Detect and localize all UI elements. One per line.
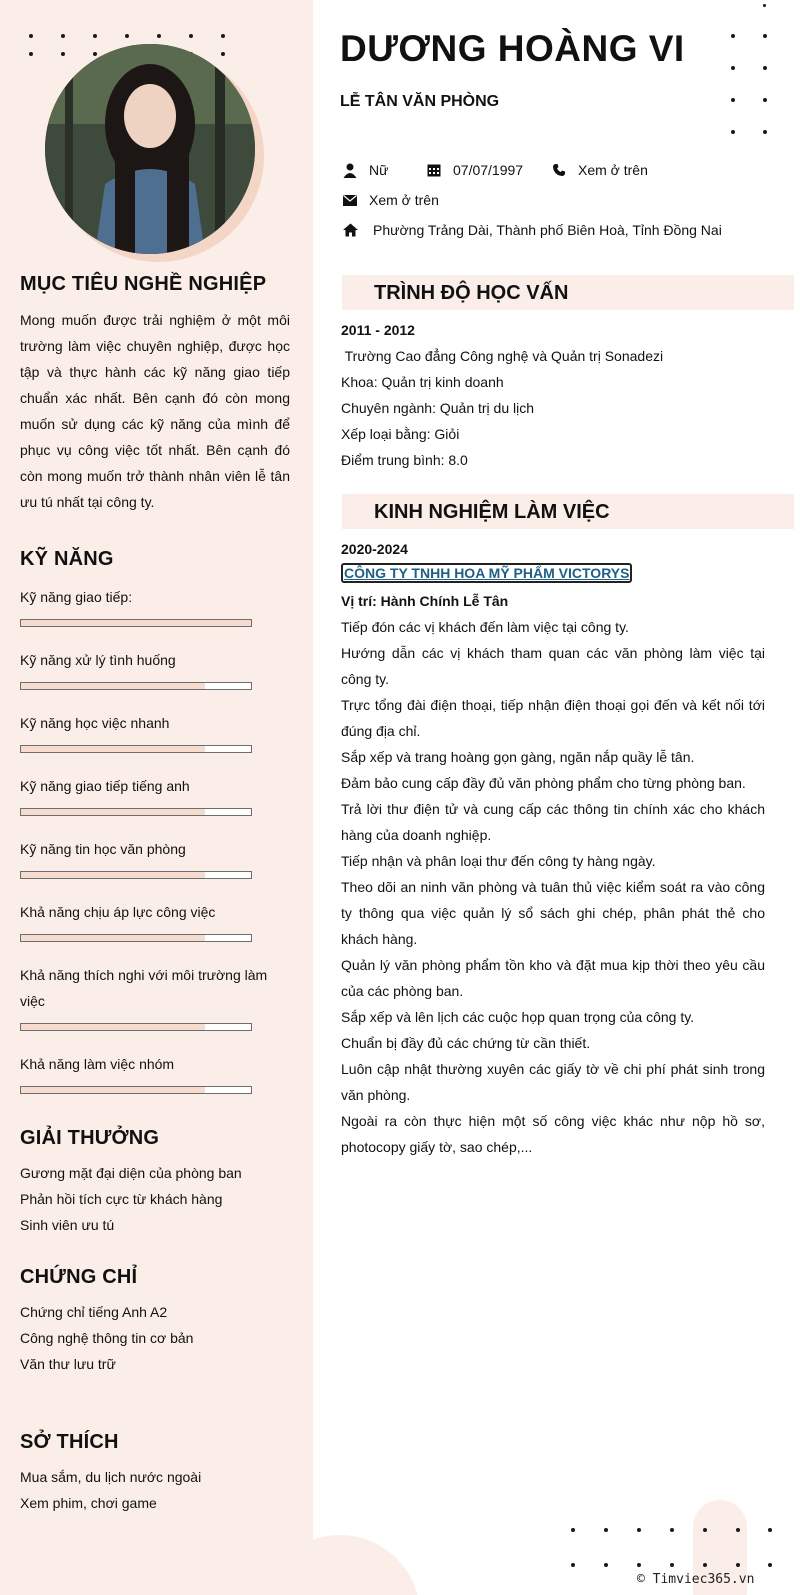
duty-item: Hướng dẫn các vị khách tham quan các văn phòng làm việc tại công ty. [341, 645, 765, 687]
skill-bar-fill [21, 746, 205, 752]
skill-bar-fill [21, 1087, 205, 1093]
skill-bar-fill [21, 620, 251, 626]
duty-item: Tiếp nhận và phân loại thư đến công ty hàng ngày. [341, 853, 656, 869]
skill-bar [20, 745, 252, 753]
certificate-item: Chứng chỉ tiếng Anh A2 [20, 1304, 168, 1320]
duty-item: Đảm bảo cung cấp đầy đủ văn phòng phẩm cho từng phòng ban. [341, 775, 746, 791]
phone-value: Xem ở trên [578, 162, 648, 178]
phone-icon [549, 160, 569, 180]
skill-label: Khả năng chịu áp lực công việc [20, 904, 216, 920]
skill-bar-fill [21, 935, 205, 941]
skill-label: Kỹ năng xử lý tình huống [20, 652, 176, 668]
duty-item: Theo dõi an ninh văn phòng và tuân thủ việc kiểm soát ra vào công ty thông qua việc quản lý sổ sách ghi chép, phân phát thẻ cho khách hàng. [341, 879, 765, 947]
objective-text: Mong muốn được trải nghiệm ở một môi trường làm việc chuyên nghiệp, được học tập và thực hành các kỹ năng giao tiếp chuẩn xác nhất. Bên cạnh đó còn mong muốn sử dụng các kỹ năng của mình để phục vụ công việc tốt nhất. Bên cạnh đó còn mong muốn trở thành nhân viên lễ tân ưu tú nhất tại công ty. [20, 312, 290, 510]
award-item: Phản hồi tích cực từ khách hàng [20, 1191, 223, 1207]
skill-bar [20, 871, 252, 879]
duty-item: Luôn cập nhật thường xuyên các giấy tờ về chi phí phát sinh trong văn phòng. [341, 1061, 765, 1103]
birthday-info [424, 160, 523, 180]
education-faculty: Khoa: Quản trị kinh doanh [341, 374, 504, 390]
skill-bar-fill [21, 872, 205, 878]
experience-title: KINH NGHIỆM LÀM VIỆC [374, 501, 610, 523]
certificates-title: CHỨNG CHỈ [20, 1266, 138, 1288]
skills-title: KỸ NĂNG [20, 548, 114, 570]
education-degree: Xếp loại bằng: Giỏi [341, 426, 460, 442]
address-value: Phường Trảng Dài, Thành phố Biên Hoà, Tỉnh Đồng Nai [373, 222, 722, 238]
education-school: Trường Cao đẳng Công nghệ và Quản trị Sonadezi [341, 348, 664, 364]
hobby-item: Xem phim, chơi game [20, 1495, 157, 1511]
skill-bar [20, 619, 252, 627]
skill-bar [20, 934, 252, 942]
skill-bar-fill [21, 809, 205, 815]
duty-item: Trả lời thư điện tử và cung cấp các thông tin chính xác cho khách hàng của doanh nghiệp. [341, 801, 765, 843]
certificate-item: Công nghệ thông tin cơ bản [20, 1330, 194, 1346]
hobby-item: Mua sắm, du lịch nước ngoài [20, 1469, 202, 1485]
avatar-photo [45, 44, 255, 254]
duty-item: Ngoài ra còn thực hiện một số công việc khác như nộp hồ sơ, photocopy giấy tờ, sao chép,... [341, 1113, 765, 1155]
skill-bar [20, 1023, 252, 1031]
award-item: Gương mặt đại diện của phòng ban [20, 1165, 242, 1181]
skill-label: Kỹ năng học việc nhanh [20, 715, 170, 731]
duty-item: Tiếp đón các vị khách đến làm việc tại công ty. [341, 619, 629, 635]
experience-position: Vị trí: Hành Chính Lễ Tân [341, 593, 509, 609]
calendar-icon [424, 160, 444, 180]
job-title: LỄ TÂN VĂN PHÒNG [340, 93, 500, 110]
duty-item: Quản lý văn phòng phẩm tồn kho và đặt mua kịp thời theo yêu cầu của các phòng ban. [341, 957, 765, 999]
birthday-value: 07/07/1997 [453, 162, 524, 178]
footer-copyright: © Timviec365.vn [637, 1572, 755, 1587]
candidate-name: DƯƠNG HOÀNG VI [340, 28, 685, 69]
duty-item: Sắp xếp và trang hoàng gọn gàng, ngăn nắp quầy lễ tân. [341, 749, 695, 765]
hobbies-title: SỞ THÍCH [20, 1431, 119, 1453]
skill-bar-fill [21, 683, 205, 689]
home-icon [340, 220, 360, 240]
skill-label: Kỹ năng tin học văn phòng [20, 841, 186, 857]
email-value: Xem ở trên [369, 192, 439, 208]
user-icon [340, 160, 360, 180]
phone-info [549, 160, 648, 180]
skill-bar-fill [21, 1024, 205, 1030]
awards-title: GIẢI THƯỞNG [20, 1127, 160, 1149]
duty-item: Trực tổng đài điện thoại, tiếp nhận điện thoại gọi đến và kết nối tới đúng địa chỉ. [341, 697, 765, 739]
education-major: Chuyên ngành: Quản trị du lịch [341, 400, 535, 416]
objective-title: MỤC TIÊU NGHỀ NGHIỆP [20, 273, 267, 295]
skill-label: Kỹ năng giao tiếp: [20, 589, 133, 605]
address-info [340, 220, 722, 240]
gender-info [340, 160, 388, 180]
award-item: Sinh viên ưu tú [20, 1217, 115, 1233]
experience-period: 2020-2024 [341, 541, 408, 557]
skill-bar [20, 1086, 252, 1094]
duty-item: Sắp xếp và lên lịch các cuộc họp quan trọng của công ty. [341, 1009, 695, 1025]
skill-label: Khả năng thích nghi với môi trường làm việc [20, 967, 268, 1009]
avatar [45, 44, 255, 254]
skill-label: Khả năng làm việc nhóm [20, 1056, 175, 1072]
skill-bar [20, 682, 252, 690]
skill-bar [20, 808, 252, 816]
email-info [340, 190, 439, 210]
gender-value: Nữ [369, 162, 389, 178]
education-gpa: Điểm trung bình: 8.0 [341, 452, 468, 468]
mail-icon [340, 190, 360, 210]
certificate-item: Văn thư lưu trữ [20, 1356, 116, 1372]
company-link[interactable]: CÔNG TY TNHH HOA MỸ PHẨM VICTORYS [341, 563, 632, 583]
duty-item: Chuẩn bị đầy đủ các chứng từ cần thiết. [341, 1035, 591, 1051]
education-title: TRÌNH ĐỘ HỌC VẤN [374, 282, 569, 304]
education-period: 2011 - 2012 [341, 322, 415, 338]
skill-label: Kỹ năng giao tiếp tiếng anh [20, 778, 190, 794]
